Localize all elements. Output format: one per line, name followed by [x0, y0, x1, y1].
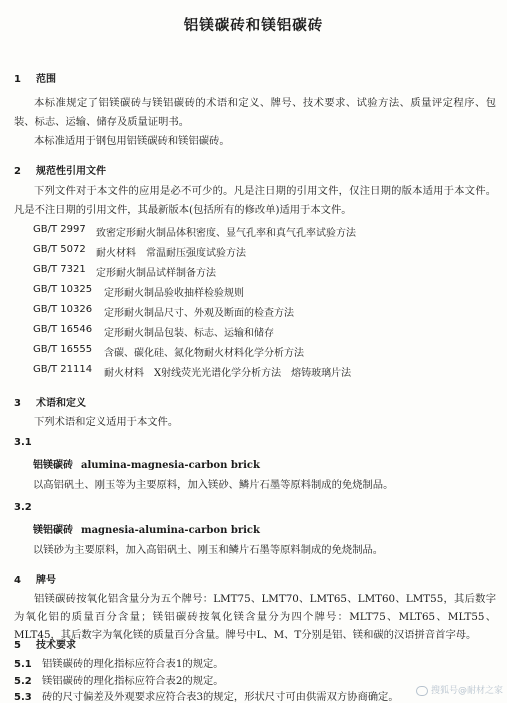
term-number: 3.2	[14, 502, 32, 513]
term-heading	[33, 456, 260, 471]
term-en: alumina-magnesia-carbon brick	[81, 460, 260, 471]
requirement-item	[14, 655, 224, 670]
section-heading-technical-requirements	[14, 636, 76, 651]
reference-title: 致密定形耐火制品体积密度、显气孔率和真气孔率试验方法	[96, 228, 356, 239]
reference-code: GB/T 2997	[33, 224, 86, 235]
term-heading	[33, 521, 260, 536]
references-paragraph: 下列文件对于本文件的应用是必不可少的。凡是注日期的引用文件，仅注日期的版本适用于本文件。凡是不注日期的引用文件，其最新版本(包括所有的修改单)适用于本文件。	[14, 185, 496, 216]
term-zh: 铝镁碳砖	[33, 460, 73, 471]
reference-title: 耐火材料 常温耐压强度试验方法	[96, 248, 246, 259]
reference-title: 定形耐火制品试样制备方法	[96, 268, 216, 279]
section-number: 5	[14, 640, 21, 651]
terms-paragraph: 下列术语和定义适用于本文件。	[34, 416, 179, 428]
section-title: 术语和定义	[36, 398, 86, 409]
grades-paragraph: 铝镁碳砖按氧化铝含量分为五个牌号：LMT75、LMT70、LMT65、LMT60、LMT55，其后数字为氧化铝的质量百分含量；镁铝碳砖按氧化镁含量分为四个牌号：MLT75、MLT65、MLT55、MLT45，其后数字为氧化镁的质量百分含量。牌号中L、M、T分别是铝、镁和碳的汉语拼音首字母。	[14, 593, 496, 641]
section-heading-terms	[14, 394, 86, 409]
section-title: 牌号	[36, 575, 56, 586]
watermark-text: 搜狐号@耐材之家	[430, 686, 503, 696]
reference-title: 定形耐火制品尺寸、外观及断面的检查方法	[104, 308, 294, 319]
requirement-text: 砖的尺寸偏差及外观要求应符合表3的规定，形状尺寸可由供需双方协商确定。	[42, 691, 399, 703]
reference-code: GB/T 21114	[33, 364, 93, 375]
page-title: 铝镁碳砖和镁铝碳砖	[183, 18, 324, 34]
reference-code: GB/T 5072	[33, 244, 86, 255]
section-title: 规范性引用文件	[36, 166, 106, 177]
section-number: 3	[14, 398, 21, 409]
reference-code: GB/T 10326	[33, 304, 93, 315]
requirement-number: 5.1	[14, 659, 32, 670]
term-definition: 以镁砂为主要原料，加入高铝矾土、刚玉和鳞片石墨等原料制成的免烧制品。	[33, 544, 384, 556]
reference-code: GB/T 16555	[33, 344, 93, 355]
reference-title: 含碳、碳化硅、氮化物耐火材料化学分析方法	[104, 348, 304, 359]
requirement-number: 5.3	[14, 692, 32, 703]
section-number: 2	[14, 166, 21, 177]
wechat-icon	[416, 686, 428, 696]
scope-paragraph-1: 本标准规定了铝镁碳砖与镁铝碳砖的术语和定义、牌号、技术要求、试验方法、质量评定程序、包装、标志、运输、储存及质量证明书。	[14, 97, 496, 128]
requirement-item	[14, 672, 224, 687]
reference-code: GB/T 7321	[33, 264, 86, 275]
requirement-number: 5.2	[14, 676, 32, 687]
term-number: 3.1	[14, 437, 32, 448]
reference-code: GB/T 16546	[33, 324, 93, 335]
reference-title: 耐火材料 X射线荧光光谱化学分析方法 熔铸玻璃片法	[104, 368, 352, 379]
term-en: magnesia-alumina-carbon brick	[81, 525, 260, 536]
term-zh: 镁铝碳砖	[33, 525, 73, 536]
section-heading-scope	[14, 70, 56, 85]
requirement-text: 镁铝碳砖的理化指标应符合表2的规定。	[42, 675, 224, 687]
reference-code: GB/T 10325	[33, 284, 93, 295]
section-title: 范围	[36, 74, 56, 85]
section-heading-normative-references	[14, 162, 106, 177]
requirement-item	[14, 688, 399, 703]
requirement-text: 铝镁碳砖的理化指标应符合表1的规定。	[42, 658, 224, 670]
section-number: 4	[14, 575, 21, 586]
section-heading-grades	[14, 571, 56, 586]
section-number: 1	[14, 74, 21, 85]
section-title: 技术要求	[36, 640, 76, 651]
term-definition: 以高铝矾土、刚玉等为主要原料，加入镁砂、鳞片石墨等原料制成的免烧制品。	[33, 479, 394, 491]
watermark	[416, 683, 503, 696]
reference-title: 定形耐火制品包装、标志、运输和储存	[104, 328, 274, 339]
reference-title: 定形耐火制品验收抽样检验规则	[104, 288, 244, 299]
scope-paragraph-2: 本标准适用于钢包用铝镁碳砖和镁铝碳砖。	[34, 135, 230, 147]
